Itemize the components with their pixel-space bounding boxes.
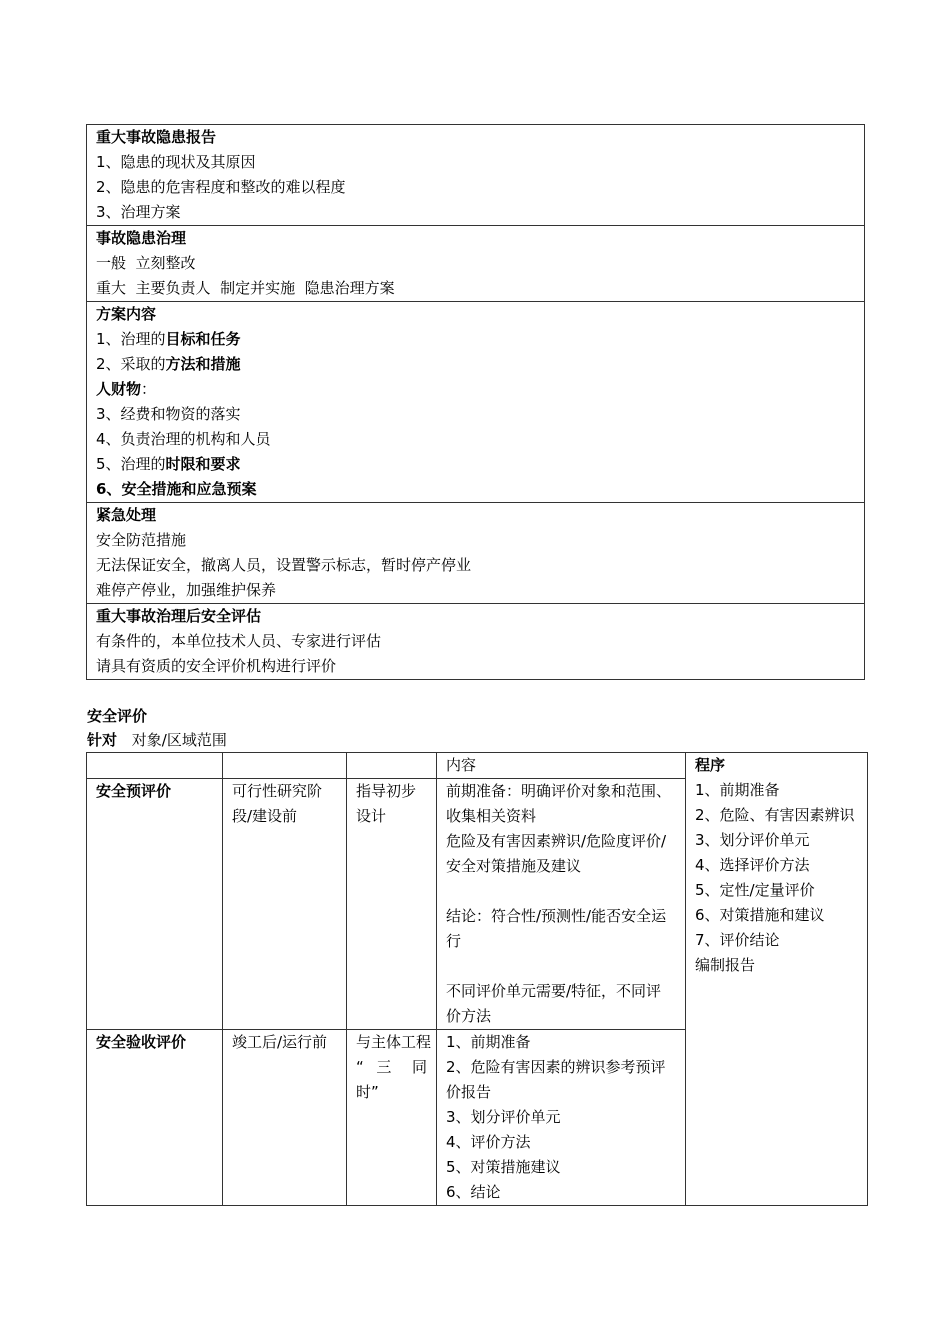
header-content: 内容 <box>437 753 686 779</box>
accept-eval-content-item: 5、对策措施建议 <box>446 1158 561 1176</box>
accept-eval-content-item: 6、结论 <box>446 1183 501 1201</box>
blank-line <box>446 879 676 904</box>
accept-eval-purpose <box>347 1030 437 1206</box>
governance-item: 重大 主要负责人 制定并实施 隐患治理方案 <box>96 279 395 297</box>
eval-header-row <box>87 753 868 779</box>
report-item: 2、隐患的危害程度和整改的难以程度 <box>96 178 346 196</box>
accept-eval-stage: 竣工后/运行前 <box>223 1030 347 1206</box>
plan-item: 4、负责治理的机构和人员 <box>96 430 271 448</box>
accept-eval-content-item: 4、评价方法 <box>446 1133 531 1151</box>
plan-item-prefix: 6、 <box>96 480 122 498</box>
plan-title: 方案内容 <box>96 305 157 323</box>
pre-eval-name: 安全预评价 <box>87 779 223 1030</box>
plan-item <box>96 327 855 352</box>
post-eval-item: 有条件的，本单位技术人员、专家进行评估 <box>96 632 382 650</box>
plan-cell <box>87 302 865 503</box>
emergency-item: 难停产停业，加强维护保养 <box>96 581 277 599</box>
plan-row <box>87 302 865 503</box>
post-eval-item: 请具有资质的安全评价机构进行评价 <box>96 657 337 675</box>
accept-eval-content-item: 3、划分评价单元 <box>446 1108 561 1126</box>
target-value: 对象/区域范围 <box>131 731 227 749</box>
plan-item-bold: 目标和任务 <box>165 330 241 348</box>
pre-eval-content-item: 前期准备：明确评价对象和范围、收集相关资料 <box>446 782 672 825</box>
procedure-item: 1、前期准备 <box>695 781 780 799</box>
pre-eval-content-item: 结论：符合性/预测性/能否安全运行 <box>446 907 667 950</box>
section-title: 安全评价 <box>87 707 148 725</box>
accept-eval-purpose-line: 时” <box>356 1083 379 1101</box>
report-title: 重大事故隐患报告 <box>96 128 217 146</box>
procedure-item: 3、划分评价单元 <box>695 831 810 849</box>
emergency-item: 安全防范措施 <box>96 531 187 549</box>
plan-item: 3、经费和物资的落实 <box>96 405 241 423</box>
hazard-table <box>86 124 865 680</box>
people-colon: ： <box>141 380 157 398</box>
people-resources-label <box>96 377 855 402</box>
plan-item <box>96 452 855 477</box>
plan-item-prefix: 1、治理的 <box>96 330 166 348</box>
pre-eval-stage: 可行性研究阶段/建设前 <box>223 779 347 1030</box>
procedure-item: 编制报告 <box>695 956 756 974</box>
emergency-cell <box>87 503 865 604</box>
pre-eval-purpose: 指导初步设计 <box>347 779 437 1030</box>
accept-eval-content-item: 1、前期准备 <box>446 1033 531 1051</box>
post-eval-cell <box>87 604 865 680</box>
governance-title: 事故隐患治理 <box>96 229 187 247</box>
target-label: 针对 <box>87 731 118 749</box>
header-cell-empty <box>347 753 437 779</box>
pre-eval-content-item: 危险及有害因素辨识/危险度评价/安全对策措施及建议 <box>446 832 667 875</box>
procedure-item: 6、对策措施和建议 <box>695 906 825 924</box>
plan-item <box>96 352 855 377</box>
procedure-title: 程序 <box>695 756 726 774</box>
header-cell-empty <box>223 753 347 779</box>
pre-eval-content <box>437 779 686 1030</box>
governance-row <box>87 226 865 302</box>
report-row <box>87 125 865 226</box>
emergency-title: 紧急处理 <box>96 506 157 524</box>
procedure-item: 4、选择评价方法 <box>695 856 810 874</box>
procedure-item: 5、定性/定量评价 <box>695 881 815 899</box>
header-cell-empty <box>87 753 223 779</box>
accept-eval-purpose-line: 与主体工程 <box>356 1033 432 1051</box>
plan-item-bold: 方法和措施 <box>165 355 241 373</box>
pre-eval-content-item: 不同评价单元需要/特征，不同评价方法 <box>446 982 662 1025</box>
post-eval-row <box>87 604 865 680</box>
emergency-item: 无法保证安全，撤离人员，设置警示标志，暂时停产停业 <box>96 556 472 574</box>
plan-item-prefix: 5、治理的 <box>96 455 166 473</box>
people-label: 人财物 <box>96 380 142 398</box>
section-target <box>87 728 227 752</box>
report-item: 1、隐患的现状及其原因 <box>96 153 256 171</box>
procedure-item: 2、危险、有害因素辨识 <box>695 806 855 824</box>
report-item: 3、治理方案 <box>96 203 181 221</box>
accept-eval-purpose-line: “ 三 同 <box>356 1058 427 1076</box>
plan-item <box>96 477 855 502</box>
plan-item-prefix: 2、采取的 <box>96 355 166 373</box>
evaluation-table <box>86 752 868 1206</box>
report-cell <box>87 125 865 226</box>
governance-item: 一般 立刻整改 <box>96 254 196 272</box>
procedure-cell <box>686 753 868 1206</box>
post-eval-title: 重大事故治理后安全评估 <box>96 607 262 625</box>
procedure-item: 7、评价结论 <box>695 931 780 949</box>
accept-eval-name: 安全验收评价 <box>87 1030 223 1206</box>
emergency-row <box>87 503 865 604</box>
plan-item-bold: 安全措施和应急预案 <box>121 480 257 498</box>
accept-eval-content <box>437 1030 686 1206</box>
accept-eval-content-item: 2、危险有害因素的辨识参考预评价报告 <box>446 1058 666 1101</box>
blank-line <box>446 954 676 979</box>
plan-item-bold: 时限和要求 <box>165 455 241 473</box>
governance-cell <box>87 226 865 302</box>
